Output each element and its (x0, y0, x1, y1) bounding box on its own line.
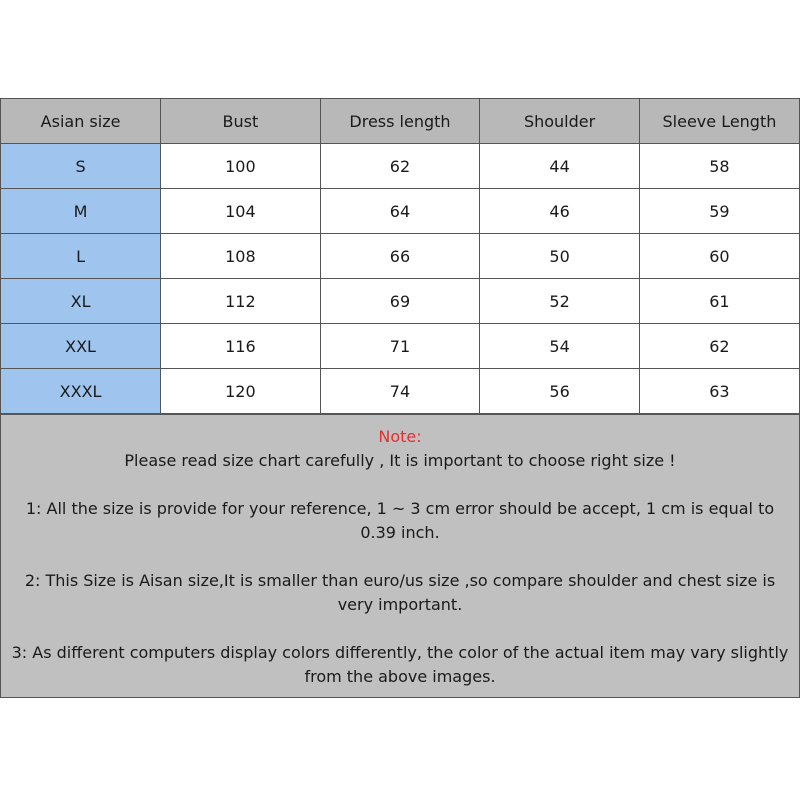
note-title: Note: (378, 427, 422, 446)
header-dress-length: Dress length (320, 99, 480, 144)
sleeve-length-cell: 58 (639, 144, 799, 189)
dress-length-cell: 62 (320, 144, 480, 189)
note-item-1: 1: All the size is provide for your reference, 1 ~ 3 cm error should be accept, 1 cm is equal to 0.39 inch. (25, 499, 775, 542)
size-chart (0, 98, 800, 698)
size-cell: XL (1, 279, 161, 324)
note-item-2: 2: This Size is Aisan size,It is smaller than euro/us size ,so compare shoulder and chest size is very important. (24, 571, 776, 614)
bust-cell: 100 (161, 144, 321, 189)
sleeve-length-cell: 63 (639, 369, 799, 414)
dress-length-cell: 66 (320, 234, 480, 279)
sleeve-length-cell: 59 (639, 189, 799, 234)
sleeve-length-cell: 61 (639, 279, 799, 324)
shoulder-cell: 54 (480, 324, 640, 369)
shoulder-cell: 44 (480, 144, 640, 189)
note-item-3: 3: As different computers display colors differently, the color of the actual item may vary slightly from the above images. (11, 643, 789, 686)
table-row (1, 189, 799, 234)
note-intro: Please read size chart carefully , It is important to choose right size ! (124, 451, 676, 470)
sleeve-length-cell: 60 (639, 234, 799, 279)
size-cell: XXXL (1, 369, 161, 414)
table-row (1, 324, 799, 369)
table-header-row (1, 99, 799, 144)
size-cell: M (1, 189, 161, 234)
bust-cell: 104 (161, 189, 321, 234)
size-cell: L (1, 234, 161, 279)
bust-cell: 116 (161, 324, 321, 369)
bust-cell: 112 (161, 279, 321, 324)
table-row (1, 144, 799, 189)
bust-cell: 108 (161, 234, 321, 279)
dress-length-cell: 69 (320, 279, 480, 324)
header-shoulder: Shoulder (480, 99, 640, 144)
size-cell: XXL (1, 324, 161, 369)
dress-length-cell: 74 (320, 369, 480, 414)
header-asian-size: Asian size (1, 99, 161, 144)
shoulder-cell: 56 (480, 369, 640, 414)
size-cell: S (1, 144, 161, 189)
shoulder-cell: 52 (480, 279, 640, 324)
sleeve-length-cell: 62 (639, 324, 799, 369)
dress-length-cell: 71 (320, 324, 480, 369)
header-bust: Bust (161, 99, 321, 144)
dress-length-cell: 64 (320, 189, 480, 234)
table-row (1, 369, 799, 414)
notes-panel (1, 414, 799, 697)
table-row (1, 279, 799, 324)
bust-cell: 120 (161, 369, 321, 414)
shoulder-cell: 50 (480, 234, 640, 279)
shoulder-cell: 46 (480, 189, 640, 234)
size-table (1, 99, 799, 414)
table-row (1, 234, 799, 279)
header-sleeve-length: Sleeve Length (639, 99, 799, 144)
